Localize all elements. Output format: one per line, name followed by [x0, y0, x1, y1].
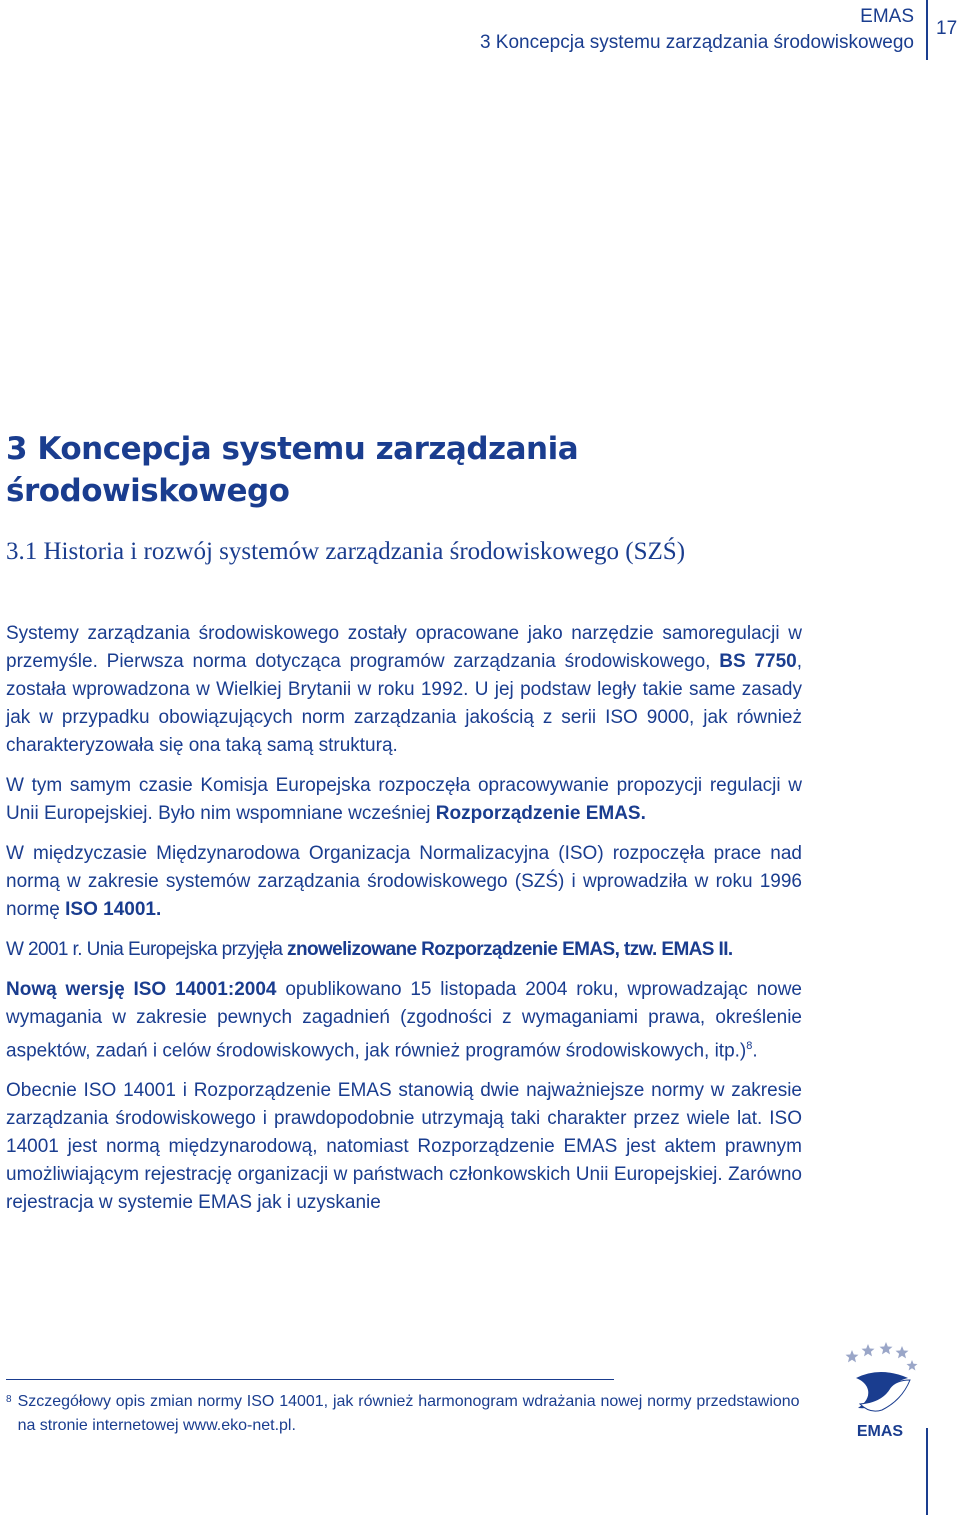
p3-bold: ISO 14001.: [65, 899, 162, 920]
footnote-mark: 8: [6, 1394, 12, 1405]
footnote-text: Szczegółowy opis zmian normy ISO 14001, jak również harmonogram wdrażania nowej normy przedstawiono na stronie internetowej www.eko-net.pl.: [17, 1393, 800, 1434]
page-number: 17: [936, 18, 958, 39]
body-text: [6, 620, 802, 1229]
running-chapter: 3 Koncepcja systemu zarządzania środowiskowego: [479, 32, 914, 53]
emas-logo-icon: [838, 1338, 922, 1448]
footnote: [6, 1390, 802, 1438]
paragraph-5: [6, 976, 802, 1065]
running-header: [480, 4, 914, 56]
footnote-rule: [6, 1379, 614, 1380]
emas-logo: [838, 1338, 922, 1448]
paragraph-6: [6, 1077, 802, 1217]
p3-text: W międzyczasie Międzynarodowa Organizacja Normalizacyjna (ISO) rozpoczęła prace nad normą w zakresie systemów zarządzania środowiskowego (SZŚ) i wprowadziła w roku 1996 normę: [6, 843, 802, 920]
p6-text: Obecnie ISO 14001 i Rozporządzenie EMAS stanowią dwie najważniejsze normy w zakresie zarządzania środowiskowego i prawdopodobnie utrzymają taki charakter przez wiele lat. ISO 14001 jest normą międzynarodową, natomiast Rozporządzenie EMAS jest aktem prawnym umożliwiającym rejestrację organizacji w państwach członkowskich Unii Europejskiej. Zarówno rejestracja w systemie EMAS jak i uzyskanie: [6, 1080, 802, 1214]
p1-text-a: Systemy zarządzania środowiskowego zostały opracowane jako narzędzie samoregulacji w przemyśle. Pierwsza norma dotycząca programów zarządzania środowiskowego,: [6, 623, 802, 672]
p4-text: W 2001 r. Unia Europejska przyjęła: [6, 939, 288, 960]
p2-text: W tym samym czasie Komisja Europejska rozpoczęła opracowywanie propozycji regulacji w Unii Europejskiej. Było nim wspomniane wcześniej: [6, 775, 802, 824]
paragraph-3: [6, 840, 802, 924]
section-title: 3.1 Historia i rozwój systemów zarządzania środowiskowego (SZŚ): [6, 538, 686, 565]
footnote-ref: 8: [746, 1040, 753, 1052]
p2-bold: Rozporządzenie EMAS.: [435, 803, 646, 824]
p4-bold: znowelizowane Rozporządzenie EMAS, tzw. EMAS II.: [287, 939, 733, 960]
p5-bold: Nową wersję ISO 14001:2004: [6, 979, 277, 1000]
paragraph-1: [6, 620, 802, 760]
p5-text-a: opublikowano 15 listopada 2004 roku, wprowadzając nowe wymagania w zakresie pewnych zagadnień (zgodności z wymaganiami prawa, określenie aspektów, zadań i celów środowiskowych, jak również programów środowiskowych, itp.): [6, 979, 802, 1062]
p1-bold: BS 7750: [719, 651, 797, 672]
running-title: EMAS: [860, 6, 914, 27]
chapter-title: 3 Koncepcja systemu zarządzania środowiskowego: [6, 431, 579, 509]
paragraph-4: [6, 936, 802, 964]
emas-logo-text: EMAS: [856, 1423, 904, 1440]
p1-text-b: , została wprowadzona w Wielkiej Brytanii w roku 1992. U jej podstaw legły takie same zasady jak w przypadku obowiązujących norm zarządzania jakością z serii ISO 9000, jak również charakteryzowała się ona taką samą strukturą.: [6, 651, 802, 756]
footer-divider: [926, 1428, 928, 1515]
p5-text-b: .: [752, 1040, 758, 1062]
paragraph-2: [6, 772, 802, 828]
header-divider: [926, 0, 928, 60]
